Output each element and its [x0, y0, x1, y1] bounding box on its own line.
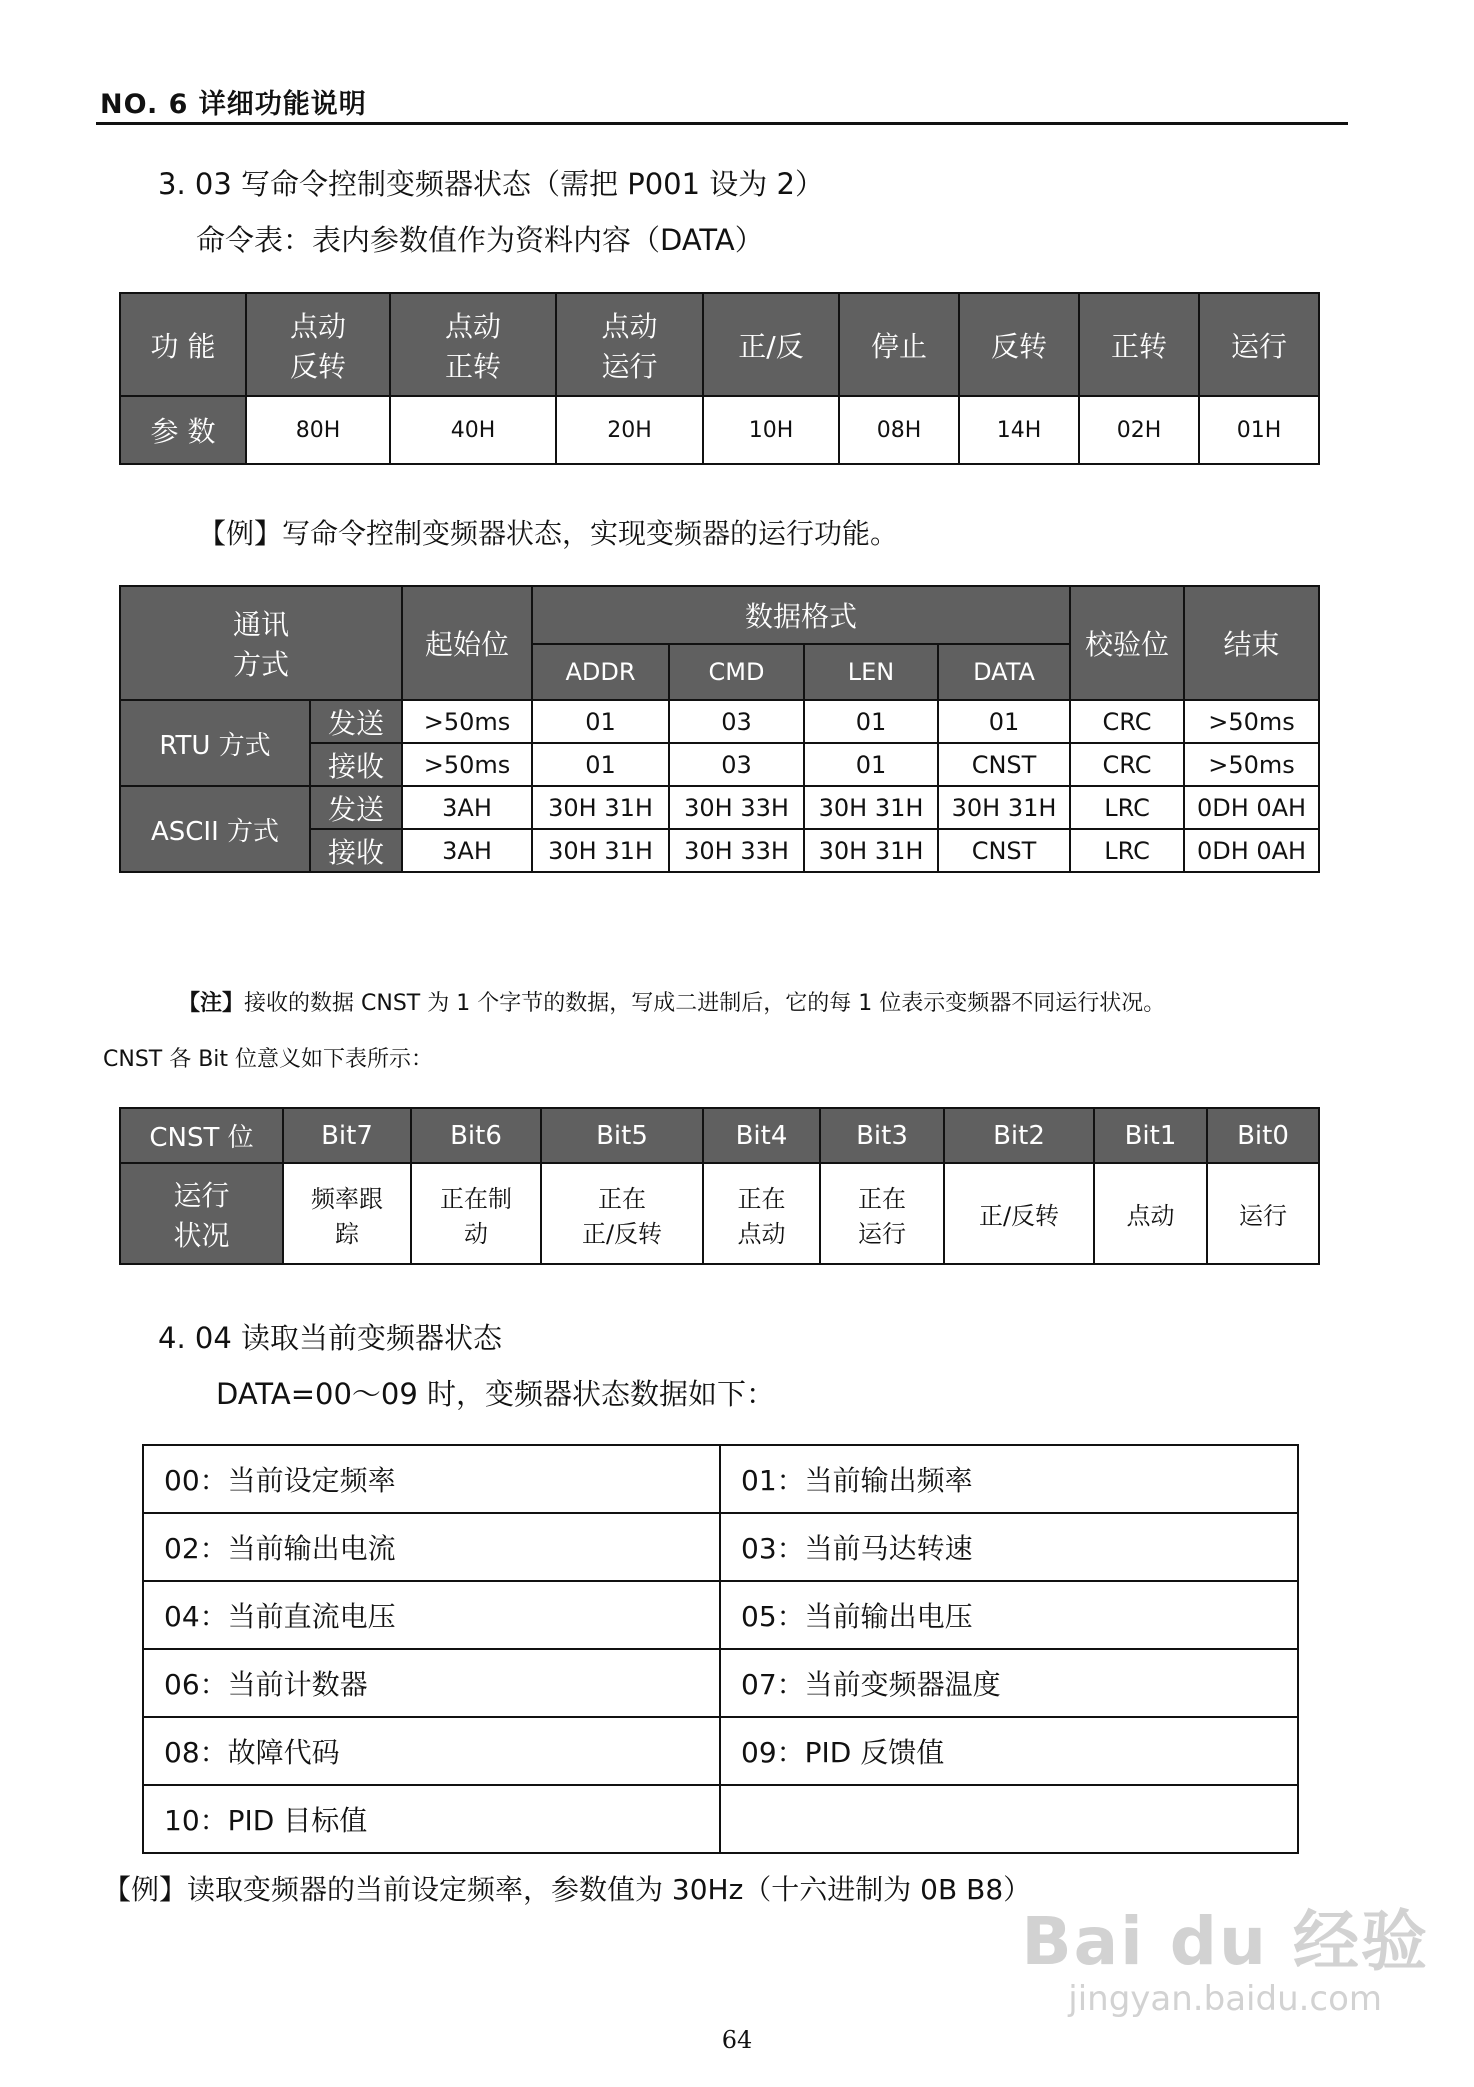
direction-cell: 发送 — [310, 700, 402, 743]
bit-header-7: Bit0 — [1207, 1108, 1319, 1163]
comm-cell: 01 — [532, 743, 669, 786]
bit-header-3: Bit4 — [703, 1108, 820, 1163]
mode-header: 通讯 方式 — [120, 586, 402, 700]
status-item: 06：当前计数器 — [143, 1649, 720, 1717]
status-item: 00：当前设定频率 — [143, 1445, 720, 1513]
comm-cell: 30H 31H — [938, 786, 1070, 829]
end-header: 结束 — [1184, 586, 1319, 700]
bit-header-4: Bit3 — [820, 1108, 944, 1163]
note-text: 接收的数据 CNST 为 1 个字节的数据，写成二进制后，它的每 1 位表示变频器不同运行状况。 — [244, 991, 1166, 1016]
section-3-title: 3. 03 写命令控制变频器状态（需把 P001 设为 2） — [158, 167, 824, 201]
comm-cell: >50ms — [402, 743, 532, 786]
param-cell-2: 20H — [556, 396, 703, 464]
bit-meaning-3: 正在 点动 — [703, 1163, 820, 1264]
status-data-table — [142, 1444, 1299, 1854]
mode-name-0: RTU 方式 — [120, 700, 310, 786]
status-item — [720, 1785, 1298, 1853]
section-3-subtitle: 命令表：表内参数值作为资料内容（DATA） — [196, 223, 764, 257]
comm-cell: 3AH — [402, 786, 532, 829]
comm-cell: 30H 31H — [804, 829, 938, 872]
bit-meaning-2: 正在 正/反转 — [541, 1163, 703, 1264]
bit-meaning-1: 正在制 动 — [411, 1163, 541, 1264]
bit-meaning-5: 正/反转 — [944, 1163, 1094, 1264]
comm-cell: 30H 31H — [532, 786, 669, 829]
data-header: DATA — [938, 644, 1070, 700]
func-cell-4: 停止 — [839, 293, 959, 396]
cnst-bit-table — [119, 1107, 1320, 1265]
func-cell-0: 点动 反转 — [246, 293, 390, 396]
func-cell-1: 点动 正转 — [390, 293, 556, 396]
bit-header-6: Bit1 — [1094, 1108, 1207, 1163]
start-bit-header: 起始位 — [402, 586, 532, 700]
bit-meaning-7: 运行 — [1207, 1163, 1319, 1264]
command-table — [119, 292, 1320, 465]
comm-cell: 03 — [669, 700, 804, 743]
direction-cell: 接收 — [310, 743, 402, 786]
section-4-title: 4. 04 读取当前变频器状态 — [158, 1321, 503, 1355]
param-cell-1: 40H — [390, 396, 556, 464]
comm-cell: 3AH — [402, 829, 532, 872]
run-status-header: 运行 状况 — [120, 1163, 283, 1264]
bit-header-1: Bit6 — [411, 1108, 541, 1163]
bit-meaning-4: 正在 运行 — [820, 1163, 944, 1264]
status-item: 07：当前变频器温度 — [720, 1649, 1298, 1717]
comm-cell: 30H 33H — [669, 829, 804, 872]
comm-cell: CRC — [1070, 743, 1184, 786]
param-row-header: 参 数 — [120, 396, 246, 464]
func-cell-6: 正转 — [1079, 293, 1199, 396]
page-header: NO. 6 详细功能说明 — [100, 89, 367, 120]
param-cell-7: 01H — [1199, 396, 1319, 464]
comm-cell: CNST — [938, 829, 1070, 872]
param-cell-6: 02H — [1079, 396, 1199, 464]
comm-cell: 30H 31H — [532, 829, 669, 872]
status-item: 02：当前输出电流 — [143, 1513, 720, 1581]
cmd-header: CMD — [669, 644, 804, 700]
section-4-subtitle: DATA=00～09 时，变频器状态数据如下： — [216, 1377, 776, 1411]
watermark-logo: Bai du 经验 — [1021, 1903, 1429, 1980]
status-item: 08：故障代码 — [143, 1717, 720, 1785]
param-cell-3: 10H — [703, 396, 839, 464]
bit-header-5: Bit2 — [944, 1108, 1094, 1163]
status-item: 01：当前输出频率 — [720, 1445, 1298, 1513]
comm-cell: 01 — [804, 743, 938, 786]
status-item: 03：当前马达转速 — [720, 1513, 1298, 1581]
direction-cell: 发送 — [310, 786, 402, 829]
status-item: 05：当前输出电压 — [720, 1581, 1298, 1649]
header-rule — [96, 122, 1348, 125]
bit-header-0: Bit7 — [283, 1108, 411, 1163]
comm-cell: 0DH 0AH — [1184, 829, 1319, 872]
comm-cell: CNST — [938, 743, 1070, 786]
comm-cell: 30H 31H — [804, 786, 938, 829]
comm-format-table — [119, 585, 1320, 873]
note-label: 【注】 — [178, 991, 245, 1016]
status-item: 04：当前直流电压 — [143, 1581, 720, 1649]
bit-meaning-6: 点动 — [1094, 1163, 1207, 1264]
comm-cell: LRC — [1070, 786, 1184, 829]
func-row-header: 功 能 — [120, 293, 246, 396]
data-format-header: 数据格式 — [532, 586, 1070, 644]
bit-meaning-0: 频率跟 踪 — [283, 1163, 411, 1264]
func-cell-5: 反转 — [959, 293, 1079, 396]
len-header: LEN — [804, 644, 938, 700]
note-line-1 — [178, 986, 1165, 1017]
comm-cell: 30H 33H — [669, 786, 804, 829]
cnst-header: CNST 位 — [120, 1108, 283, 1163]
addr-header: ADDR — [532, 644, 669, 700]
comm-cell: >50ms — [402, 700, 532, 743]
status-item: 09：PID 反馈值 — [720, 1717, 1298, 1785]
param-cell-5: 14H — [959, 396, 1079, 464]
comm-cell: LRC — [1070, 829, 1184, 872]
param-cell-0: 80H — [246, 396, 390, 464]
comm-cell: CRC — [1070, 700, 1184, 743]
watermark-url: jingyan.baidu.com — [1068, 1979, 1383, 2019]
bit-header-2: Bit5 — [541, 1108, 703, 1163]
mode-name-1: ASCII 方式 — [120, 786, 310, 872]
example-1: 【例】写命令控制变频器状态，实现变频器的运行功能。 — [198, 517, 899, 550]
direction-cell: 接收 — [310, 829, 402, 872]
comm-cell: >50ms — [1184, 700, 1319, 743]
example-2: 【例】读取变频器的当前设定频率，参数值为 30Hz（十六进制为 0B B8） — [103, 1873, 1032, 1906]
func-cell-2: 点动 运行 — [556, 293, 703, 396]
comm-cell: 0DH 0AH — [1184, 786, 1319, 829]
status-item: 10：PID 目标值 — [143, 1785, 720, 1853]
page-number: 64 — [721, 2026, 753, 2054]
comm-cell: 01 — [804, 700, 938, 743]
baidu-watermark — [1021, 1888, 1429, 2019]
func-cell-3: 正/反 — [703, 293, 839, 396]
func-cell-7: 运行 — [1199, 293, 1319, 396]
comm-cell: 01 — [532, 700, 669, 743]
comm-cell: 01 — [938, 700, 1070, 743]
comm-cell: 03 — [669, 743, 804, 786]
comm-cell: >50ms — [1184, 743, 1319, 786]
param-cell-4: 08H — [839, 396, 959, 464]
note-line-2: CNST 各 Bit 位意义如下表所示： — [103, 1047, 434, 1072]
check-bit-header: 校验位 — [1070, 586, 1184, 700]
